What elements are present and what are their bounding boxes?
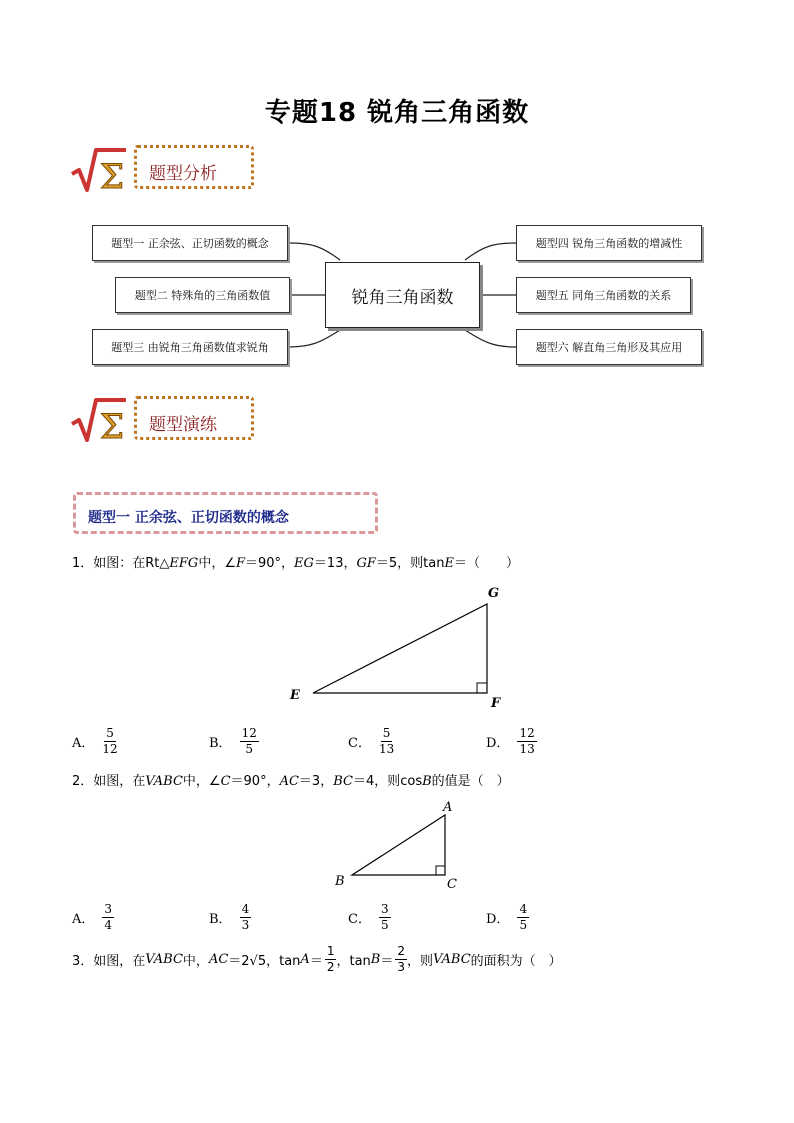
q2-option-a[interactable]: A． $\frac{3}{4}$ bbox=[72, 902, 113, 932]
section-analysis-label: 题型分析 bbox=[134, 145, 254, 189]
mindmap-type2: 题型二 特殊角的三角函数值 bbox=[115, 277, 290, 313]
label-b: B bbox=[335, 874, 345, 889]
svg-text:Σ: Σ bbox=[100, 407, 125, 446]
sqrt-sigma-icon bbox=[70, 396, 128, 446]
mindmap-type3: 题型三 由锐角三角函数值求锐角 bbox=[92, 329, 288, 365]
sqrt-sigma-icon bbox=[70, 146, 128, 196]
type1-header: 题型一 正余弦、正切函数的概念 bbox=[73, 492, 378, 534]
triangle-efg-figure bbox=[280, 580, 520, 715]
q1-option-b[interactable]: B． $\frac{12}{5}$ bbox=[209, 726, 257, 756]
label-e: E bbox=[290, 688, 300, 703]
q1-option-c[interactable]: C． $\frac{5}{13}$ bbox=[348, 726, 395, 756]
mindmap-center: 锐角三角函数 bbox=[325, 262, 480, 328]
label-g: G bbox=[488, 586, 500, 601]
question-3-text: 3．如图，在 VABC 中， AC ＝2√5，tan A ＝ $\frac{1}{2}$ ，tan B ＝ $\frac{2}{3}$ ，则 VABC 的面积为（ ） bbox=[72, 944, 562, 974]
mindmap-type1: 题型一 正余弦、正切函数的概念 bbox=[92, 225, 288, 261]
question-2-text: 2．如图，在VABC中，∠C＝90°，AC＝3，BC＝4，则cosB的值是（ ） bbox=[72, 774, 510, 789]
q2-option-b[interactable]: B． $\frac{4}{3}$ bbox=[209, 902, 250, 932]
svg-text:Σ: Σ bbox=[100, 157, 125, 196]
q2-option-c[interactable]: C． $\frac{3}{5}$ bbox=[348, 902, 389, 932]
q1-option-d[interactable]: D． $\frac{12}{13}$ bbox=[486, 726, 535, 756]
question-1-text: 1．如图：在Rt△EFG中，∠F＝90°，EG＝13，GF＝5，则tanE＝（ ） bbox=[72, 556, 519, 571]
q1-option-a[interactable]: A． $\frac{5}{12}$ bbox=[72, 726, 118, 756]
mindmap-type5: 题型五 同角三角函数的关系 bbox=[516, 277, 691, 313]
label-a: A bbox=[443, 800, 453, 815]
label-f: F bbox=[491, 696, 501, 711]
mindmap-type6: 题型六 解直角三角形及其应用 bbox=[516, 329, 702, 365]
triangle-abc-figure bbox=[340, 808, 460, 888]
page-title: 专题18 锐角三角函数 bbox=[264, 98, 530, 128]
mindmap-type4: 题型四 锐角三角函数的增减性 bbox=[516, 225, 702, 261]
q2-option-d[interactable]: D． $\frac{4}{5}$ bbox=[486, 902, 528, 932]
section-practice-label: 题型演练 bbox=[134, 396, 254, 440]
label-c: C bbox=[447, 877, 457, 892]
